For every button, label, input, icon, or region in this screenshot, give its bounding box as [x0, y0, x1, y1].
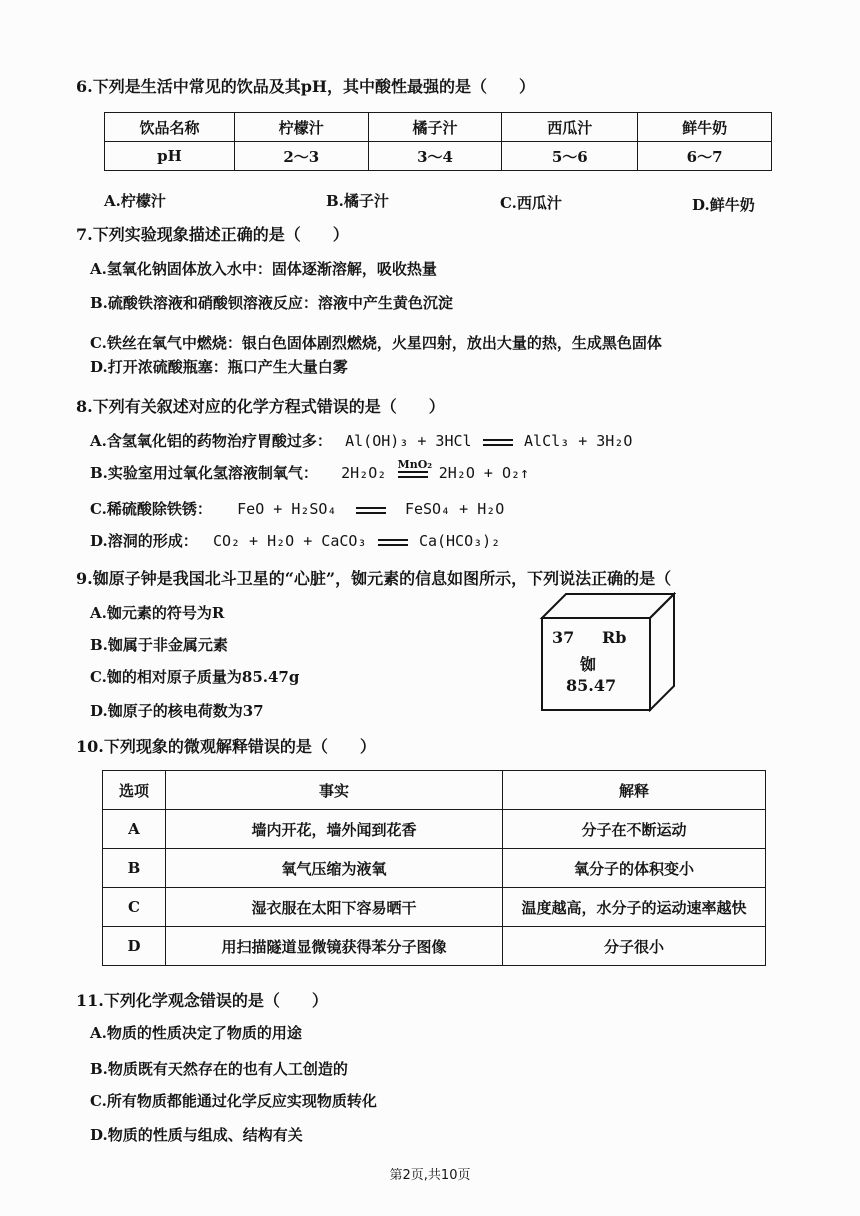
option-d: D.物质的性质与组成、结构有关 [90, 1126, 303, 1144]
equation-left: FeO + H₂SO₄ [237, 500, 337, 518]
table-cell: pH [105, 142, 235, 171]
option-c [90, 498, 504, 519]
ph-table [104, 112, 772, 171]
element-symbol: Rb [602, 628, 627, 647]
table-cell: 氧分子的体积变小 [503, 849, 766, 888]
option-d: D.打开浓硫酸瓶塞：瓶口产生大量白雾 [90, 358, 348, 376]
table-cell: 用扫描隧道显微镜获得苯分子图像 [166, 927, 503, 966]
option-d [90, 530, 500, 551]
question-8-stem: 8.下列有关叙述对应的化学方程式错误的是（ ） [76, 397, 445, 416]
option-d: D.铷原子的核电荷数为37 [90, 702, 264, 720]
element-info-cube [536, 588, 676, 712]
option-b [90, 458, 530, 483]
table-cell: 3～4 [368, 142, 502, 171]
option-c: C.所有物质都能通过化学反应实现物质转化 [90, 1092, 377, 1110]
table-row [103, 927, 766, 966]
atomic-number: 37 [552, 628, 575, 647]
table-header: 选项 [103, 771, 166, 810]
table-cell: 温度越高，水分子的运动速率越快 [503, 888, 766, 927]
page-number: 第2页,共10页 [389, 1168, 471, 1183]
equation-right: AlCl₃ + 3H₂O [524, 432, 633, 450]
option-c: C.铁丝在氧气中燃烧：银白色固体剧烈燃烧，火星四射，放出大量的热，生成黑色固体 [90, 334, 662, 352]
element-name: 铷 [580, 655, 597, 674]
table-cell: 饮品名称 [105, 113, 235, 142]
option-a [90, 430, 632, 451]
option-b: B.硫酸铁溶液和硝酸钡溶液反应：溶液中产生黄色沉淀 [90, 294, 453, 312]
table-header: 解释 [503, 771, 766, 810]
equation-right: 2H₂O + O₂↑ [438, 464, 530, 482]
table-cell: 分子很小 [503, 927, 766, 966]
table-cell: 湿衣服在太阳下容易晒干 [166, 888, 503, 927]
option-label: C.稀硫酸除铁锈： [90, 500, 212, 518]
table-cell: 墙内开花，墙外闻到花香 [166, 810, 503, 849]
equation-left: 2H₂O₂ [341, 464, 387, 482]
question-7-stem: 7.下列实验现象描述正确的是（ ） [76, 225, 349, 244]
table-cell: B [103, 849, 166, 888]
option-c: C.铷的相对原子质量为85.47g [90, 668, 300, 686]
question-9-stem: 9.铷原子钟是我国北斗卫星的“心脏”，铷元素的信息如图所示，下列说法正确的是（ [76, 569, 672, 588]
option-d: D.鲜牛奶 [692, 196, 755, 214]
equation-right: FeSO₄ + H₂O [404, 500, 505, 518]
option-a: A.物质的性质决定了物质的用途 [90, 1024, 302, 1042]
table-cell: 6～7 [638, 142, 772, 171]
explanation-table [102, 770, 766, 966]
option-b: B.橘子汁 [326, 192, 389, 210]
option-a: A.铷元素的符号为R [90, 604, 225, 622]
question-6-stem: 6.下列是生活中常见的饮品及其pH，其中酸性最强的是（ ） [76, 77, 536, 96]
table-cell: 2～3 [234, 142, 368, 171]
equation-left: CO₂ + H₂O + CaCO₃ [212, 532, 367, 550]
table-row [105, 113, 772, 142]
table-cell: C [103, 888, 166, 927]
table-cell: 橘子汁 [368, 113, 502, 142]
atomic-mass: 85.47 [566, 676, 617, 695]
option-b: B.铷属于非金属元素 [90, 636, 228, 654]
question-10-stem: 10.下列现象的微观解释错误的是（ ） [76, 737, 376, 756]
table-cell: 西瓜汁 [502, 113, 638, 142]
table-cell: 分子在不断运动 [503, 810, 766, 849]
table-row [103, 810, 766, 849]
option-c: C.西瓜汁 [500, 194, 562, 212]
table-cell: D [103, 927, 166, 966]
option-a: A.柠檬汁 [104, 192, 166, 210]
equation-left: Al(OH)₃ + 3HCl [345, 432, 472, 450]
table-row [103, 849, 766, 888]
table-header: 事实 [166, 771, 503, 810]
table-cell: 5～6 [502, 142, 638, 171]
option-label: B.实验室用过氧化氢溶液制氧气： [90, 464, 318, 482]
table-row [105, 142, 772, 171]
option-a: A.氢氧化钠固体放入水中：固体逐渐溶解，吸收热量 [90, 260, 437, 278]
table-cell: 氧气压缩为液氧 [166, 849, 503, 888]
option-b: B.物质既有天然存在的也有人工创造的 [90, 1060, 348, 1078]
option-label: A.含氢氧化铝的药物治疗胃酸过多： [90, 432, 332, 450]
table-cell: 柠檬汁 [234, 113, 368, 142]
table-cell: 鲜牛奶 [638, 113, 772, 142]
option-label: D.溶洞的形成： [90, 532, 198, 550]
table-cell: A [103, 810, 166, 849]
equation-right: Ca(HCO₃)₂ [418, 532, 501, 550]
question-11-stem: 11.下列化学观念错误的是（ ） [76, 991, 328, 1010]
table-row [103, 888, 766, 927]
reaction-condition: MnO₂ [397, 458, 433, 471]
table-header-row [103, 771, 766, 810]
